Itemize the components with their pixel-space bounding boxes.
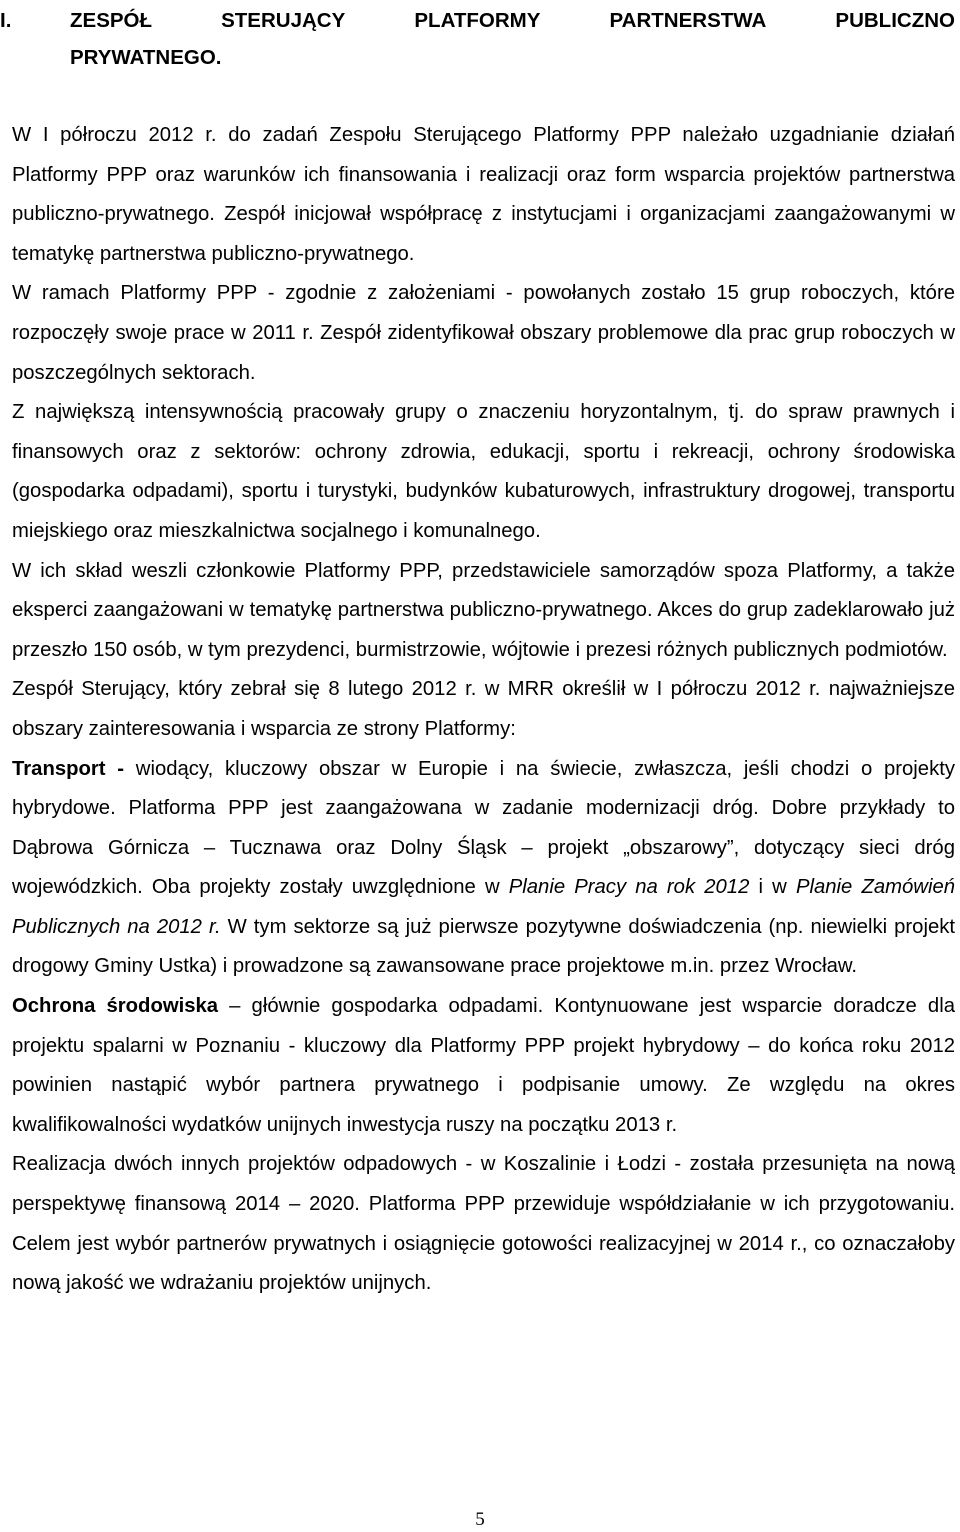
procurement-plan-title: Planie Zamówień Publicznych na 2012 r. (12, 876, 956, 938)
heading-line-2: PRYWATNEGO. (70, 46, 222, 69)
heading-word-3: PLATFORMY (414, 9, 541, 32)
paragraph-intensity: Z największą intensywnością pracowały grupy o znaczeniu horyzontalnym, tj. do spraw prawnych i finansowych oraz z sektorów: ochrony zdrowia, edukacji, sportu i rekreacji, ochrony środowiska (gospodarka odpadami), sportu i turystyki, budynków kubaturowych, infrastruktury drogowej, transportu miejskiego oraz mieszkalnictwa socjalnego i komunalnego. (12, 401, 955, 542)
paragraph-working-groups: W ramach Platformy PPP - zgodnie z założeniami - powołanych zostało 15 grup roboczych, które rozpoczęły swoje prace w 2011 r. Zespół zidentyfikował obszary problemowe dla prac grup roboczych w poszczególnych sektorach. (12, 282, 955, 384)
environment-label: Ochrona środowiska (12, 995, 219, 1018)
heading-word-1: I. ZESPÓŁ (0, 2, 152, 39)
heading-line-1 (0, 2, 955, 39)
paragraph-waste-projects: Realizacja dwóch innych projektów odpadowych - w Koszalinie i Łodzi - została przesunięta na nową perspektywę finansową 2014 – 2020. Platforma PPP przewiduje współdziałanie w ich przygotowaniu. Celem jest wybór partnerów prywatnych i osiągnięcie gotowości realizacyjnej w 2014 r., co oznaczałoby nową jakość we wdrażaniu projektów unijnych. (12, 1153, 955, 1295)
transport-label: Transport - (12, 757, 125, 780)
paragraph-transport: Transport - wiodący, kluczowy obszar w Europie i na świecie, zwłaszcza, jeśli chodzi o projekty hybrydowe. Platforma PPP jest zaangażowana w zadanie modernizacji dróg. Dobre przykłady to Dąbrowa Górnicza – Tucznawa oraz Dolny Śląsk – projekt „obszarowy”, dotyczący sieci dróg wojewódzkich. Oba projekty zostały uwzględnione w Planie Pracy na rok 2012 i w Planie Zamówień Publicznych na 2012 r. W tym sektorze są już pierwsze pozytywne doświadczenia (np. niewielki projekt drogowy Gminy Ustka) i prowadzone są zawansowane prace projektowe m.in. przez Wrocław. (12, 757, 956, 978)
paragraph-environment: Ochrona środowiska – głównie gospodarka odpadami. Kontynuowane jest wsparcie doradcze dla projektu spalarni w Poznaniu - kluczowy dla Platformy PPP projekt hybrydowy – do końca roku 2012 powinien nastąpić wybór partnera prywatnego i podpisanie umowy. Ze względu na okres kwalifikowalności wydatków unijnych inwestycja ruszy na początku 2013 r. (12, 995, 955, 1136)
section-heading (0, 2, 955, 76)
paragraph-intro: W I półroczu 2012 r. do zadań Zespołu Sterującego Platformy PPP należało uzgadnianie działań Platformy PPP oraz warunków ich finansowania i realizacji oraz form wsparcia projektów partnerstwa publiczno-prywatnego. Zespół inicjował współpracę z instytucjami i organizacjami zaangażowanymi w tematykę partnerstwa publiczno-prywatnego. (12, 124, 955, 265)
heading-word-5: PUBLICZNO (835, 9, 955, 32)
section-number: I. (0, 9, 12, 32)
paragraph-steering-meeting: Zespół Sterujący, który zebrał się 8 lutego 2012 r. w MRR określił w I półroczu 2012 r. najważniejsze obszary zainteresowania i wsparcia ze strony Platformy: (12, 678, 955, 740)
work-plan-title: Planie Pracy na rok 2012 (508, 876, 750, 899)
heading-word-2: STERUJĄCY (221, 9, 346, 32)
body-text (12, 116, 955, 1304)
heading-word-4: PARTNERSTWA (609, 9, 767, 32)
page-number: 5 (475, 1509, 485, 1530)
paragraph-members: W ich skład weszli członkowie Platformy PPP, przedstawiciele samorządów spoza Platformy, a także eksperci zaangażowani w tematykę partnerstwa publiczno-prywatnego. Akces do grup zadeklarowało już przeszło 150 osób, w tym prezydenci, burmistrzowie, wójtowie i prezesi różnych publicznych podmiotów. (12, 559, 955, 661)
